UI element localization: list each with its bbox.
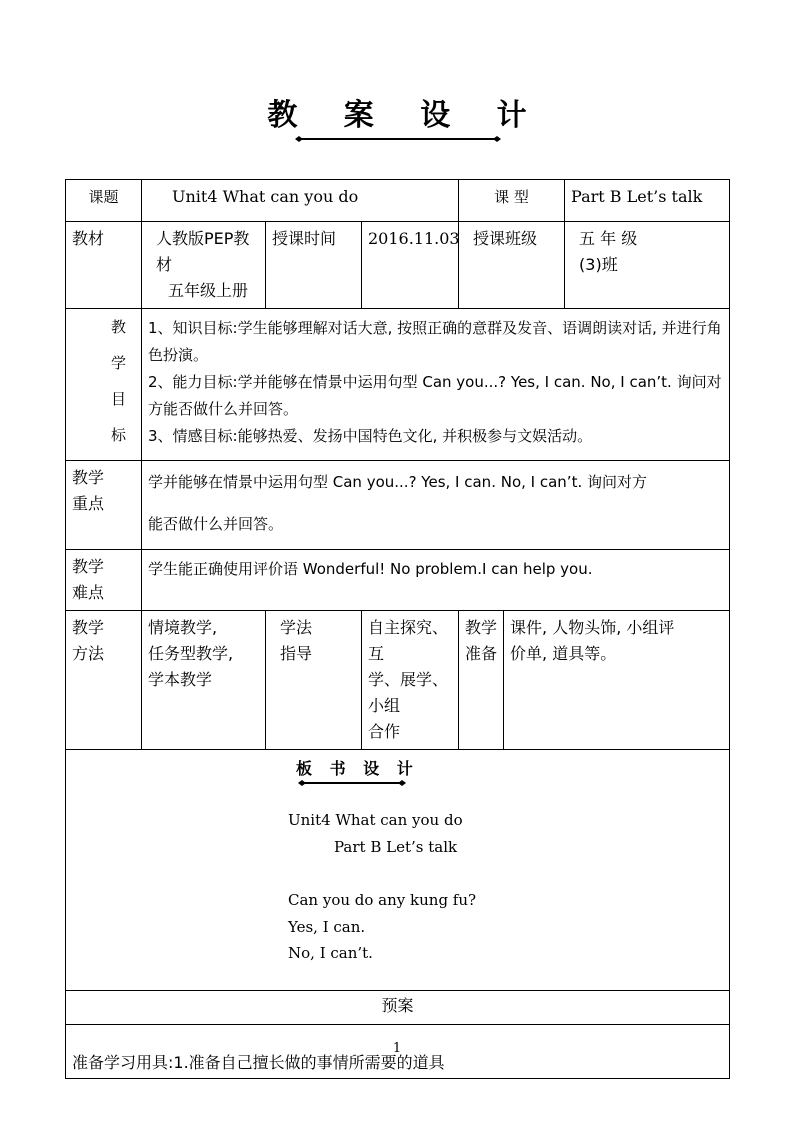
document-title-wrap [0, 96, 794, 136]
goals-label [66, 309, 142, 461]
goals-label-char: 学 [110, 354, 126, 372]
class-line2: (3)班 [579, 255, 618, 274]
board-line-question: Can you do any kung fu? [288, 891, 477, 909]
textbook-line2: 五年级上册 [168, 281, 249, 300]
class-cell [565, 222, 730, 309]
study-method: 自主探究、互 [368, 618, 449, 663]
board-line-no: No, I can’t. [288, 944, 373, 962]
board-title-underline-ornament [298, 780, 406, 786]
time-value: 2016.11.03 [362, 222, 459, 309]
study-methods-cell [362, 611, 459, 750]
board-title: 板 书 设 计 [296, 759, 419, 778]
teaching-methods-cell [142, 611, 266, 750]
methods-row [66, 611, 730, 750]
board-line-yes: Yes, I can. [288, 918, 366, 936]
class-line1: 五 年 级 [579, 229, 638, 248]
document-title: 教 案 设 计 [267, 98, 545, 133]
key-points-label-line1: 教学 [72, 468, 105, 487]
key-points-content [142, 461, 730, 550]
type-label: 课 型 [459, 180, 565, 222]
topic-label: 课题 [66, 180, 142, 222]
goal-item: 3、情感目标:能够热爱、发扬中国特色文化, 并积极参与文娱活动。 [148, 427, 593, 445]
methods-label [66, 611, 142, 750]
goals-row [66, 309, 730, 461]
prep-line: 课件, 人物头饰, 小组评 [510, 618, 675, 637]
lesson-plan-table [65, 179, 730, 1079]
teaching-method: 学本教学 [148, 670, 213, 689]
difficulties-label [66, 550, 142, 611]
methods-label-line1: 教学 [72, 618, 105, 637]
key-points-line2: 能否做什么并回答。 [148, 515, 284, 533]
info-row [66, 222, 730, 309]
goals-label-char: 教 [110, 318, 126, 336]
prep-label [459, 611, 504, 750]
class-label: 授课班级 [459, 222, 565, 309]
study-label-line2: 指导 [280, 644, 313, 663]
title-underline-ornament [295, 136, 501, 142]
preview-content: 准备学习用具:1.准备自己擅长做的事情所需要的道具 [66, 1025, 730, 1079]
teaching-method: 任务型教学, [148, 644, 234, 663]
time-label: 授课时间 [266, 222, 362, 309]
teaching-method: 情境教学, [148, 618, 218, 637]
board-design-cell [66, 750, 730, 991]
goal-item: 2、能力目标:学并能够在情景中运用句型 Can you...? Yes, I can. No, I can’t. 询问对方能否做什么并回答。 [148, 373, 722, 418]
board-line-unit: Unit4 What can you do [288, 811, 463, 829]
difficulties-label-line1: 教学 [72, 557, 105, 576]
goals-label-char: 目 [110, 390, 126, 408]
study-method: 学、展学、小组 [368, 670, 449, 715]
study-label [266, 611, 362, 750]
board-line-part: Part B Let’s talk [334, 838, 458, 856]
textbook-cell [142, 222, 266, 309]
difficulties-row [66, 550, 730, 611]
preview-heading-row [66, 991, 730, 1025]
difficulties-content: 学生能正确使用评价语 Wonderful! No problem.I can help you. [142, 550, 730, 611]
key-points-line1: 学并能够在情景中运用句型 Can you...? Yes, I can. No, I can’t. 询问对方 [148, 473, 647, 491]
prep-label-line2: 准备 [465, 644, 498, 663]
page-number: 1 [392, 1041, 402, 1056]
board-row [66, 750, 730, 991]
methods-label-line2: 方法 [72, 644, 105, 663]
textbook-line1: 人教版PEP教材 [156, 229, 250, 274]
goals-content [142, 309, 730, 461]
prep-content [504, 611, 730, 750]
textbook-label: 教材 [66, 222, 142, 309]
key-points-label [66, 461, 142, 550]
type-value: Part B Let’s talk [565, 180, 730, 222]
goal-item: 1、知识目标:学生能够理解对话大意, 按照正确的意群及发音、语调朗读对话, 并进行角色扮演。 [148, 319, 722, 364]
topic-row [66, 180, 730, 222]
topic-value: Unit4 What can you do [142, 180, 459, 222]
study-method: 合作 [368, 722, 401, 741]
key-points-label-line2: 重点 [72, 494, 105, 513]
difficulties-label-line2: 难点 [72, 583, 105, 602]
prep-label-line1: 教学 [465, 618, 498, 637]
study-label-line1: 学法 [280, 618, 313, 637]
goals-label-char: 标 [110, 426, 126, 444]
key-points-row [66, 461, 730, 550]
prep-line: 价单, 道具等。 [510, 644, 617, 663]
preview-heading: 预案 [66, 991, 730, 1025]
